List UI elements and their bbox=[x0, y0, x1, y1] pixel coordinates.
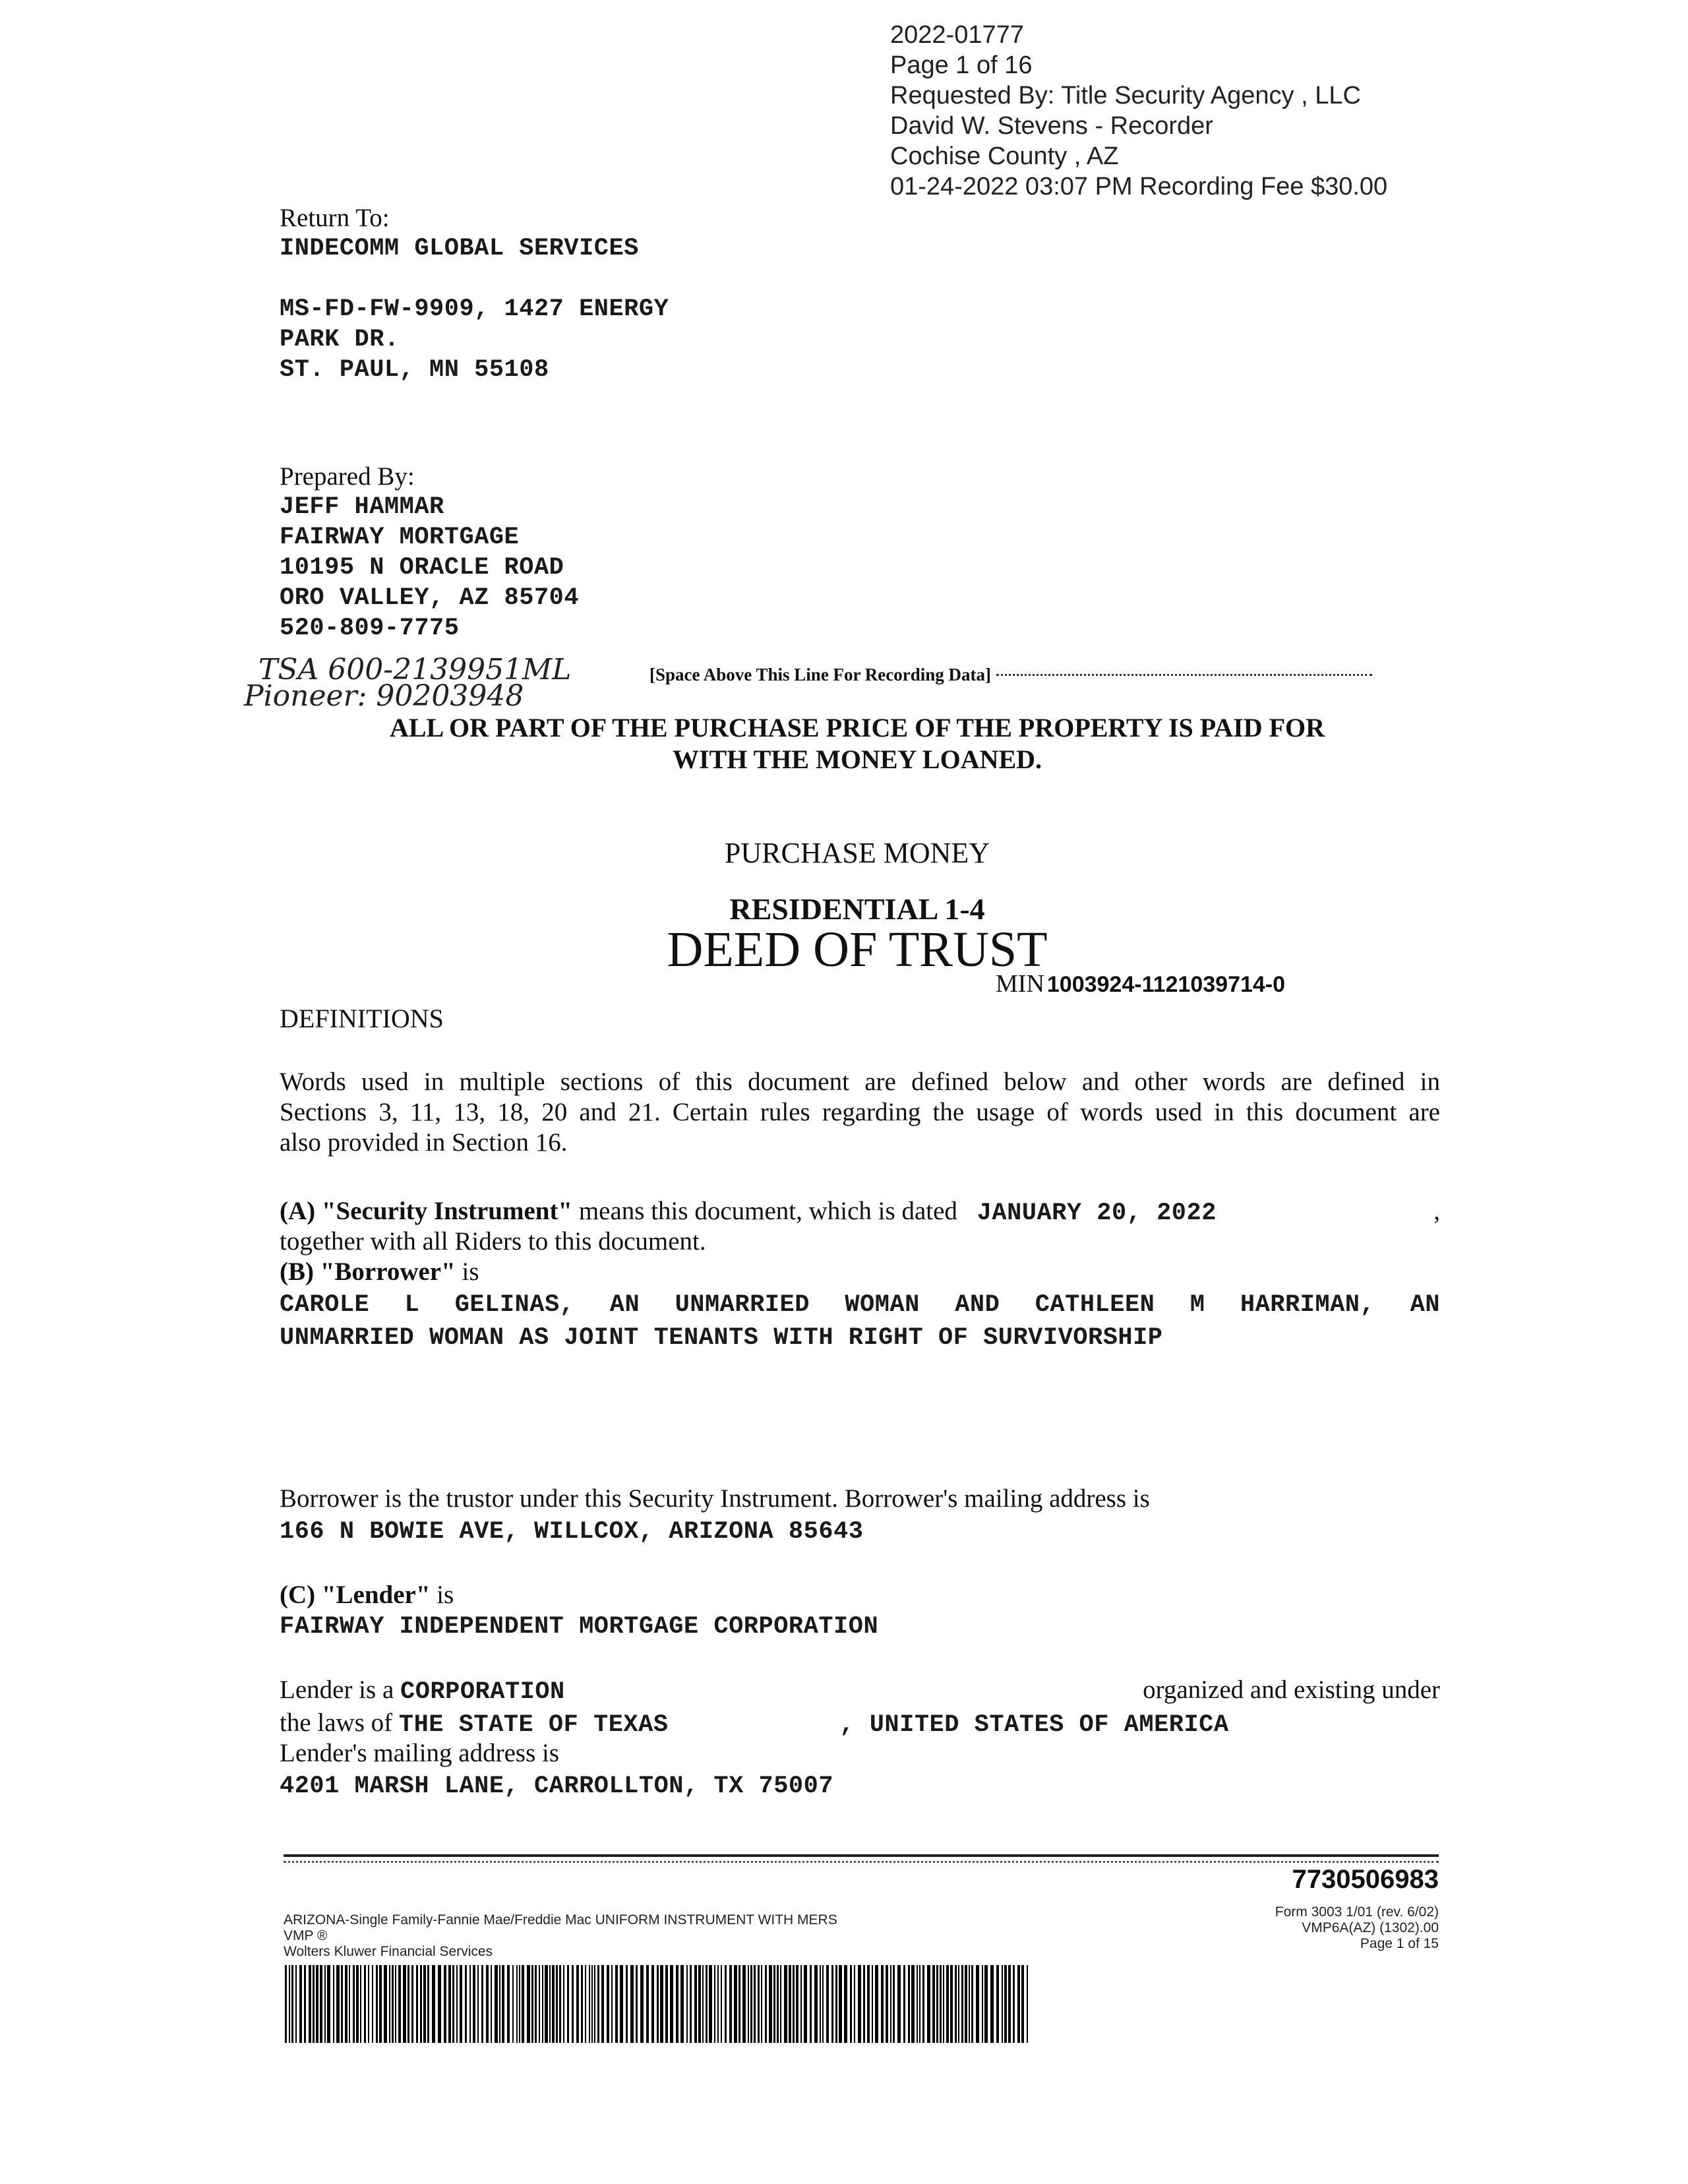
barcode-bar bbox=[427, 1965, 429, 2043]
barcode-bar bbox=[750, 1965, 752, 2043]
barcode-bar bbox=[384, 1965, 387, 2043]
barcode-bar bbox=[940, 1965, 942, 2043]
barcode-bar bbox=[804, 1965, 807, 2043]
barcode-bar bbox=[729, 1965, 732, 2043]
barcode-bar bbox=[563, 1965, 564, 2043]
barcode-bar bbox=[919, 1965, 920, 2043]
barcode-bar bbox=[694, 1965, 697, 2043]
barcode-bar bbox=[922, 1965, 924, 2043]
barcode-bar bbox=[835, 1965, 837, 2043]
barcode-bar bbox=[971, 1965, 973, 2043]
barcode-bar bbox=[793, 1965, 795, 2043]
return-to-line: PARK DR. bbox=[280, 326, 400, 353]
barcode-bar bbox=[725, 1965, 727, 2043]
barcode-bar bbox=[336, 1965, 340, 2043]
definition-a-line2: together with all Riders to this document. bbox=[280, 1227, 706, 1256]
security-instrument-date: JANUARY 20, 2022 bbox=[977, 1199, 1217, 1227]
return-to-block bbox=[280, 203, 669, 385]
barcode-bar bbox=[911, 1965, 915, 2043]
lender-name: FAIRWAY INDEPENDENT MORTGAGE CORPORATION bbox=[280, 1613, 879, 1641]
barcode-bar bbox=[810, 1965, 812, 2043]
barcode-bar bbox=[398, 1965, 401, 2043]
barcode-bar bbox=[789, 1965, 791, 2043]
barcode-bar bbox=[320, 1965, 322, 2043]
borrower-names-line2: UNMARRIED WOMAN AS JOINT TENANTS WITH RIGHT OF SURVIVORSHIP bbox=[280, 1324, 1163, 1352]
barcode-bar bbox=[1021, 1965, 1024, 2043]
definitions-intro bbox=[280, 1067, 1440, 1158]
barcode-bar bbox=[469, 1965, 471, 2043]
barcode-bar bbox=[969, 1965, 970, 2043]
barcode-bar bbox=[420, 1965, 422, 2043]
intro-line: Sections 3, 11, 13, 18, 20 and 21. Certain rules regarding the usage of words used in this document are bbox=[280, 1098, 1440, 1126]
barcode-bar bbox=[850, 1965, 852, 2043]
barcode-bar bbox=[620, 1965, 623, 2043]
barcode-bar bbox=[863, 1965, 865, 2043]
barcode-bar bbox=[581, 1965, 583, 2043]
barcode-bar bbox=[353, 1965, 355, 2043]
intro-line: also provided in Section 16. bbox=[280, 1128, 568, 1157]
barcode-bar bbox=[395, 1965, 396, 2043]
lender-type-line bbox=[280, 1675, 1440, 1707]
footer-form-number bbox=[1275, 1904, 1439, 1952]
publisher: Wolters Kluwer Financial Services bbox=[284, 1944, 493, 1959]
barcode-bar bbox=[965, 1965, 967, 2043]
borrower-mailing-address: 166 N BOWIE AVE, WILLCOX, ARIZONA 85643 bbox=[280, 1518, 864, 1546]
lender-mailing-label: Lender's mailing address is bbox=[280, 1739, 560, 1767]
barcode-bar bbox=[831, 1965, 833, 2043]
barcode-bar bbox=[392, 1965, 394, 2043]
prepared-by-line: ORO VALLEY, AZ 85704 bbox=[280, 584, 580, 612]
barcode-bar bbox=[389, 1965, 390, 2043]
barcode-bar bbox=[742, 1965, 746, 2043]
form-description: ARIZONA-Single Family-Fannie Mae/Freddie Mac UNIFORM INSTRUMENT WITH MERS bbox=[284, 1912, 837, 1927]
barcode-bar bbox=[299, 1965, 302, 2043]
barcode-bar bbox=[784, 1965, 787, 2043]
barcode-bar bbox=[456, 1965, 458, 2043]
lender-mailing-address: 4201 MARSH LANE, CARROLLTON, TX 75007 bbox=[280, 1773, 834, 1800]
definition-c-line bbox=[280, 1580, 454, 1610]
barcode-bar bbox=[754, 1965, 756, 2043]
barcode-bar bbox=[800, 1965, 802, 2043]
barcode-bar bbox=[844, 1965, 847, 2043]
barcode-bar bbox=[327, 1965, 330, 2043]
form-number: Form 3003 1/01 (rev. 6/02) bbox=[1275, 1904, 1439, 1920]
definition-a-comma: , bbox=[1433, 1197, 1440, 1225]
barcode-bar bbox=[958, 1965, 959, 2043]
footer-divider bbox=[284, 1854, 1439, 1857]
form-code: VMP6A(AZ) (1302).00 bbox=[1302, 1920, 1439, 1935]
barcode-bar bbox=[372, 1965, 373, 2043]
barcode-bar bbox=[527, 1965, 530, 2043]
barcode-bar bbox=[304, 1965, 306, 2043]
barcode-bar bbox=[714, 1965, 715, 2043]
lender-is-a: Lender is a bbox=[280, 1676, 394, 1704]
barcode-bar bbox=[611, 1965, 613, 2043]
barcode-bar bbox=[686, 1965, 688, 2043]
page-count: Page 1 of 16 bbox=[890, 51, 1033, 79]
barcode-bar bbox=[676, 1965, 678, 2043]
barcode-bar bbox=[839, 1965, 842, 2043]
document-title: DEED OF TRUST bbox=[667, 922, 1048, 977]
barcode-bar bbox=[854, 1965, 855, 2043]
barcode-bar bbox=[709, 1965, 712, 2043]
barcode-bar bbox=[690, 1965, 692, 2043]
barcode-bar bbox=[345, 1965, 347, 2043]
recording-stamp bbox=[890, 20, 1387, 202]
county: Cochise County , AZ bbox=[890, 142, 1119, 170]
recording-date-fee: 01-24-2022 03:07 PM Recording Fee $30.00 bbox=[890, 173, 1388, 200]
barcode-bar bbox=[324, 1965, 326, 2043]
barcode-bar bbox=[822, 1965, 824, 2043]
barcode-bar bbox=[542, 1965, 543, 2043]
barcode-bar bbox=[1002, 1965, 1003, 2043]
barcode-bar bbox=[516, 1965, 518, 2043]
barcode-bar bbox=[531, 1965, 533, 2043]
barcode-bar bbox=[886, 1965, 888, 2043]
barcode-bar bbox=[448, 1965, 451, 2043]
barcode-bar bbox=[932, 1965, 935, 2043]
barcode-bar bbox=[559, 1965, 561, 2043]
barcode-bar bbox=[651, 1965, 654, 2043]
footer-form-info bbox=[284, 1912, 837, 1960]
barcode-bar bbox=[717, 1965, 719, 2043]
barcode-bar bbox=[626, 1965, 628, 2043]
barcode-bar bbox=[893, 1965, 895, 2043]
barcode-bar bbox=[858, 1965, 861, 2043]
barcode-bar bbox=[341, 1965, 343, 2043]
barcode-bar bbox=[309, 1965, 311, 2043]
prepared-by-line: 10195 N ORACLE ROAD bbox=[280, 554, 564, 582]
barcode-bar bbox=[946, 1965, 949, 2043]
barcode-bar bbox=[423, 1965, 426, 2043]
barcode-bar bbox=[364, 1965, 366, 2043]
min-label: MIN bbox=[996, 970, 1044, 998]
barcode-bar bbox=[376, 1965, 378, 2043]
definition-c-is: is bbox=[430, 1581, 454, 1609]
purchase-money-heading: PURCHASE MONEY bbox=[724, 837, 990, 869]
prepared-by-line: 520-809-7775 bbox=[280, 615, 460, 642]
barcode-bar bbox=[773, 1965, 775, 2043]
barcode-bar bbox=[702, 1965, 704, 2043]
min-line bbox=[996, 969, 1285, 998]
return-to-line: ST. PAUL, MN 55108 bbox=[280, 356, 549, 384]
barcode-bar bbox=[984, 1965, 988, 2043]
barcode-bar bbox=[640, 1965, 644, 2043]
barcode-bar bbox=[670, 1965, 673, 2043]
barcode-bar bbox=[1027, 1965, 1028, 2043]
barcode-bar bbox=[955, 1965, 957, 2043]
barcode-bar bbox=[316, 1965, 318, 2043]
barcode-bar bbox=[738, 1965, 740, 2043]
barcode-bar bbox=[897, 1965, 901, 2043]
residential-heading: RESIDENTIAL 1-4 bbox=[729, 892, 985, 926]
barcode-bar bbox=[936, 1965, 938, 2043]
lender-country: , UNITED STATES OF AMERICA bbox=[839, 1711, 1229, 1739]
barcode-bar bbox=[411, 1965, 413, 2043]
barcode-bar bbox=[680, 1965, 684, 2043]
barcode-bar bbox=[356, 1965, 359, 2043]
barcode-bar bbox=[289, 1965, 290, 2043]
barcode-bar bbox=[826, 1965, 829, 2043]
barcode-bar bbox=[519, 1965, 520, 2043]
return-to-label: Return To: bbox=[280, 204, 390, 232]
recording-data-divider bbox=[996, 674, 1372, 676]
barcode-bar bbox=[477, 1965, 479, 2043]
notice-line: WITH THE MONEY LOANED. bbox=[672, 744, 1042, 774]
barcode-bar bbox=[990, 1965, 994, 2043]
barcode-bar bbox=[460, 1965, 462, 2043]
barcode-bar bbox=[943, 1965, 944, 2043]
barcode-bar bbox=[630, 1965, 634, 2043]
prepared-by-label: Prepared By: bbox=[280, 462, 415, 491]
space-above-line-label: [Space Above This Line For Recording Data] bbox=[649, 665, 992, 684]
barcode-bar bbox=[481, 1965, 483, 2043]
barcode-bar bbox=[777, 1965, 779, 2043]
barcode-bar bbox=[465, 1965, 467, 2043]
barcode-bar bbox=[796, 1965, 799, 2043]
barcode-bar bbox=[982, 1965, 983, 2043]
barcode-bar bbox=[499, 1965, 500, 2043]
organized-existing: organized and existing under bbox=[1143, 1676, 1440, 1704]
definition-b-is: is bbox=[455, 1258, 479, 1286]
barcode-bar bbox=[734, 1965, 737, 2043]
barcode-bar bbox=[507, 1965, 510, 2043]
barcode-bar bbox=[589, 1965, 590, 2043]
barcode-bar bbox=[444, 1965, 446, 2043]
definition-a-label: (A) "Security Instrument" bbox=[280, 1197, 573, 1225]
document-number: 2022-01777 bbox=[890, 21, 1024, 49]
lender-laws-line bbox=[280, 1708, 1229, 1740]
vmp-mark: VMP ® bbox=[284, 1928, 328, 1943]
barcode-bar bbox=[615, 1965, 618, 2043]
barcode-bar bbox=[698, 1965, 701, 2043]
barcode-bar bbox=[285, 1965, 287, 2043]
laws-of-label: the laws of bbox=[280, 1709, 393, 1737]
barcode-bar bbox=[665, 1965, 668, 2043]
barcode-bar bbox=[552, 1965, 555, 2043]
barcode-bar bbox=[591, 1965, 593, 2043]
barcode-bar bbox=[780, 1965, 781, 2043]
barcode-bar bbox=[1008, 1965, 1011, 2043]
barcode-bar bbox=[814, 1965, 818, 2043]
prepared-by-block bbox=[280, 462, 579, 644]
barcode-bar bbox=[597, 1965, 599, 2043]
barcode-bar bbox=[875, 1965, 878, 2043]
definitions-heading: DEFINITIONS bbox=[280, 1004, 444, 1033]
barcode-bar bbox=[291, 1965, 293, 2043]
notice-line: ALL OR PART OF THE PURCHASE PRICE OF THE PROPERTY IS PAID FOR bbox=[389, 713, 1325, 743]
barcode-bar bbox=[769, 1965, 772, 2043]
barcode-bar bbox=[295, 1965, 297, 2043]
barcode-bar bbox=[820, 1965, 821, 2043]
barcode-bar bbox=[867, 1965, 870, 2043]
barcode-bar bbox=[333, 1965, 334, 2043]
definition-b-label: (B) "Borrower" bbox=[280, 1258, 456, 1286]
lender-state: THE STATE OF TEXAS bbox=[398, 1711, 669, 1739]
barcode-bar bbox=[890, 1965, 891, 2043]
return-to-line: INDECOMM GLOBAL SERVICES bbox=[280, 235, 639, 262]
barcode-bar bbox=[407, 1965, 409, 2043]
barcode-bar bbox=[927, 1965, 930, 2043]
barcode-bar bbox=[522, 1965, 524, 2043]
barcode-bar bbox=[432, 1965, 435, 2043]
barcode bbox=[285, 1965, 1155, 2043]
barcode-bar bbox=[607, 1965, 609, 2043]
barcode-bar bbox=[379, 1965, 382, 2043]
barcode-bar bbox=[545, 1965, 548, 2043]
barcode-bar bbox=[758, 1965, 760, 2043]
barcode-bar bbox=[576, 1965, 579, 2043]
return-to-line: MS-FD-FW-9909, 1427 ENERGY bbox=[280, 295, 669, 323]
space-above-line bbox=[649, 665, 1372, 685]
barcode-bar bbox=[572, 1965, 574, 2043]
barcode-bar bbox=[539, 1965, 540, 2043]
prepared-by-line: JEFF HAMMAR bbox=[280, 493, 444, 521]
definition-b-line bbox=[280, 1257, 479, 1287]
barcode-bar bbox=[961, 1965, 963, 2043]
definition-c-label: (C) "Lender" bbox=[280, 1581, 431, 1609]
barcode-bar bbox=[452, 1965, 454, 2043]
barcode-bar bbox=[486, 1965, 489, 2043]
barcode-bar bbox=[495, 1965, 498, 2043]
barcode-bar bbox=[765, 1965, 767, 2043]
barcode-bar bbox=[368, 1965, 369, 2043]
definition-a-line bbox=[280, 1196, 1440, 1228]
barcode-bar bbox=[646, 1965, 649, 2043]
barcode-bar bbox=[1017, 1965, 1020, 2043]
barcode-bar bbox=[748, 1965, 749, 2043]
barcode-bar bbox=[416, 1965, 418, 2043]
prepared-by-line: FAIRWAY MORTGAGE bbox=[280, 524, 520, 551]
barcode-bar bbox=[438, 1965, 441, 2043]
barcode-bar bbox=[950, 1965, 953, 2043]
barcode-bar bbox=[473, 1965, 475, 2043]
form-page: Page 1 of 15 bbox=[1360, 1936, 1439, 1951]
barcode-bar bbox=[761, 1965, 762, 2043]
borrower-names-line1: CAROLE L GELINAS, AN UNMARRIED WOMAN AND CATHLEEN M HARRIMAN, AN bbox=[280, 1291, 1440, 1319]
barcode-bar bbox=[549, 1965, 551, 2043]
barcode-bar bbox=[636, 1965, 638, 2043]
barcode-bar bbox=[721, 1965, 722, 2043]
barcode-bar bbox=[872, 1965, 873, 2043]
barcode-bar bbox=[657, 1965, 659, 2043]
barcode-bar bbox=[360, 1965, 361, 2043]
barcode-bar bbox=[903, 1965, 905, 2043]
barcode-bar bbox=[1013, 1965, 1015, 2043]
barcode-bar bbox=[349, 1965, 350, 2043]
barcode-bar bbox=[706, 1965, 708, 2043]
lender-entity-type: CORPORATION bbox=[400, 1678, 565, 1706]
barcode-bar bbox=[601, 1965, 604, 2043]
borrower-trustor-statement: Borrower is the trustor under this Security Instrument. Borrower's mailing address is bbox=[280, 1484, 1150, 1513]
definition-a-text: means this document, which is dated bbox=[572, 1197, 957, 1225]
loan-number: 7730506983 bbox=[1292, 1865, 1439, 1894]
barcode-bar bbox=[917, 1965, 918, 2043]
handwritten-pioneer-number: Pioneer: 90203948 bbox=[244, 679, 524, 713]
purchase-price-notice bbox=[284, 712, 1431, 775]
barcode-bar bbox=[1004, 1965, 1007, 2043]
barcode-bar bbox=[512, 1965, 514, 2043]
barcode-bar bbox=[567, 1965, 569, 2043]
barcode-bar bbox=[976, 1965, 979, 2043]
intro-line: Words used in multiple sections of this document are defined below and other words are defined in bbox=[280, 1068, 1440, 1096]
barcode-bar bbox=[535, 1965, 537, 2043]
barcode-bar bbox=[585, 1965, 586, 2043]
requested-by: Requested By: Title Security Agency , LLC bbox=[890, 82, 1361, 109]
barcode-bar bbox=[996, 1965, 999, 2043]
barcode-bar bbox=[556, 1965, 558, 2043]
barcode-bar bbox=[881, 1965, 884, 2043]
min-number: 1003924-1121039714-0 bbox=[1046, 972, 1286, 997]
handwritten-tsa-number: TSA 600-2139951ML bbox=[258, 653, 572, 686]
barcode-bar bbox=[502, 1965, 504, 2043]
footer-divider-dotted bbox=[284, 1861, 1439, 1863]
barcode-bar bbox=[313, 1965, 315, 2043]
barcode-bar bbox=[491, 1965, 492, 2043]
barcode-bar bbox=[908, 1965, 910, 2043]
recorder: David W. Stevens - Recorder bbox=[890, 112, 1213, 140]
barcode-bar bbox=[403, 1965, 406, 2043]
barcode-bar bbox=[594, 1965, 595, 2043]
return-to-line bbox=[280, 264, 669, 294]
barcode-bar bbox=[660, 1965, 663, 2043]
